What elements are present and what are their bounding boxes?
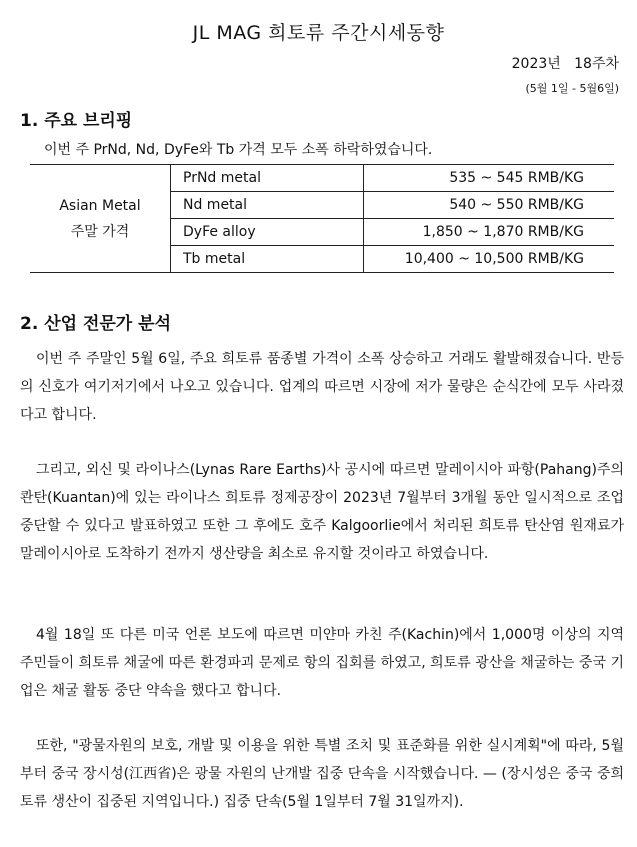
paragraph-text: 4월 18일 또 다른 미국 언론 보도에 따르면 미얀마 카친 주(Kachin)에서 1,000명 이상의 지역 주민들이 희토류 채굴에 따른 환경파괴 문제로 항의 집회를 하였고, 희토류 광산을 채굴하는 중국 기업은 채굴 활동 중단 약속을 했다고 합니다. xyxy=(20,627,624,699)
table-source-label xyxy=(30,165,171,273)
metal-price: 10,400 ~ 10,500 RMB/KG xyxy=(364,246,615,273)
source-label-line2: 주말 가격 xyxy=(70,223,130,240)
metal-name: Nd metal xyxy=(171,192,364,219)
paragraph-text: 이번 주 주말인 5월 6일, 주요 희토류 품종별 가격이 소폭 상승하고 거래도 활발해졌습니다. 반등의 신호가 여기저기에서 나오고 있습니다. 업계의 따르면 시장에 저가 물량은 순식간에 모두 사라졌다고 합니다. xyxy=(20,351,624,423)
table-row xyxy=(30,165,614,192)
paragraph-text: 또한, "광물자원의 보호, 개발 및 이용을 위한 특별 조치 및 표준화를 위한 실시계획"에 따라, 5월부터 중국 장시성(江西省)은 광물 자원의 난개발 집중 단속을 시작했습니다. — (장시성은 중국 중희토류 생산이 집중된 지역입니다.) 집중 단속(5월 1일부터 7월 31일까지). xyxy=(20,738,624,810)
analysis-paragraph-4 xyxy=(20,732,624,816)
analysis-paragraph-3 xyxy=(20,621,624,705)
section1-heading: 1. 주요 브리핑 xyxy=(20,111,133,131)
analysis-paragraph-1 xyxy=(20,345,624,429)
week-label: 2023년 18주차 xyxy=(511,56,619,72)
analysis-paragraph-2 xyxy=(20,456,624,568)
metal-price: 540 ~ 550 RMB/KG xyxy=(364,192,615,219)
metal-name: Tb metal xyxy=(171,246,364,273)
paragraph-text: 그리고, 외신 및 라이나스(Lynas Rare Earths)사 공시에 따르면 말레이시아 파항(Pahang)주의 콴탄(Kuantan)에 있는 라이나스 희토류 정제공장이 2023년 7월부터 3개월 동안 일시적으로 조업 중단할 수 있다고 발표하였고 또한 그 후에도 호주 Kalgoorlie에서 처리된 희토류 탄산염 원재료가 말레이시아로 도착하기 전까지 생산량을 최소로 유지할 것이라고 하였습니다. xyxy=(20,462,624,562)
metal-price: 1,850 ~ 1,870 RMB/KG xyxy=(364,219,615,246)
metal-price: 535 ~ 545 RMB/KG xyxy=(364,165,615,192)
metal-name: DyFe alloy xyxy=(171,219,364,246)
metal-name: PrNd metal xyxy=(171,165,364,192)
source-label-line1: Asian Metal xyxy=(59,197,141,214)
section2-heading: 2. 산업 전문가 분석 xyxy=(20,314,171,334)
price-table xyxy=(30,164,614,273)
date-range: (5월 1일 - 5월6일) xyxy=(525,82,619,95)
briefing-intro: 이번 주 PrNd, Nd, DyFe와 Tb 가격 모두 소폭 하락하였습니다. xyxy=(44,142,433,158)
document-title: JL MAG 희토류 주간시세동향 xyxy=(192,22,445,44)
